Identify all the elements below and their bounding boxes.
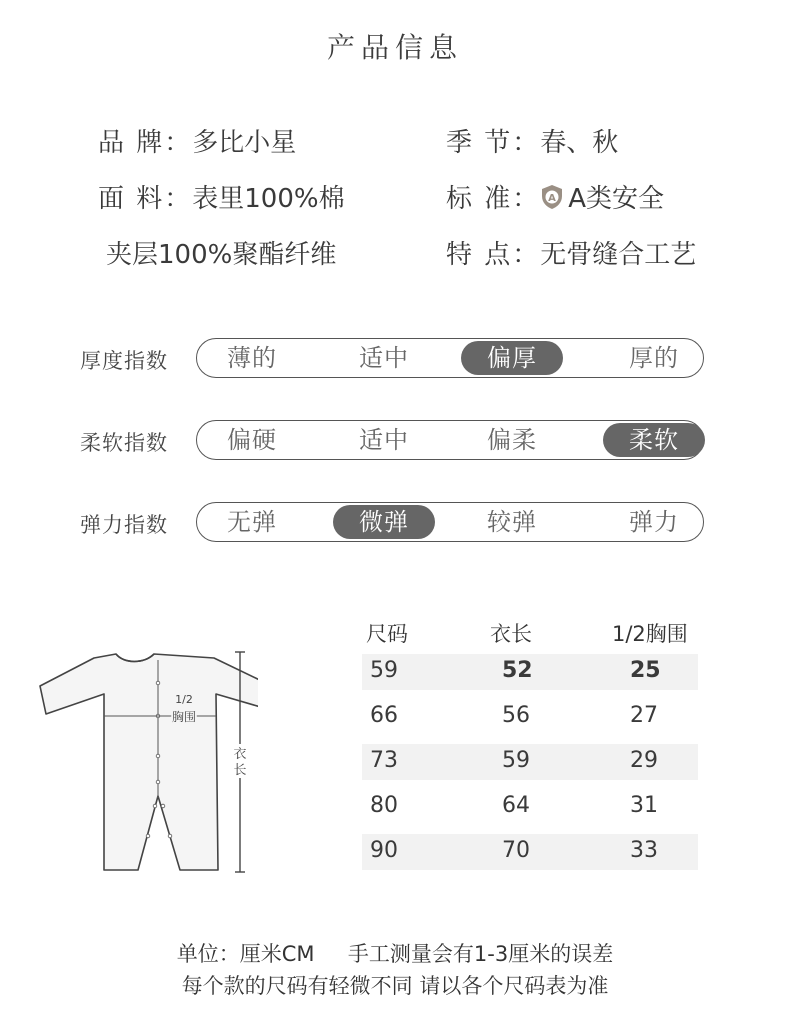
info-lining xyxy=(106,234,336,271)
svg-text:A: A xyxy=(548,193,557,204)
table-row xyxy=(362,834,698,870)
table-header-chest: 1/2胸围 xyxy=(612,622,688,646)
chest-label-1: 1/2 xyxy=(175,693,193,706)
index-option: 偏柔 xyxy=(487,426,537,454)
note-unit: 单位：厘米CM 手工测量会有1-3厘米的误差 xyxy=(176,942,614,966)
index-option: 适中 xyxy=(359,426,409,454)
info-fabric-label: 面 料： xyxy=(98,184,193,214)
shield-icon xyxy=(540,184,564,210)
table-cell: 73 xyxy=(370,748,398,773)
index-scale xyxy=(196,502,704,542)
table-row xyxy=(362,789,698,825)
chest-label-2: 胸围 xyxy=(171,710,197,724)
info-feature-label: 特 点： xyxy=(446,240,541,270)
length-label-2: 长 xyxy=(233,763,247,778)
index-option: 偏硬 xyxy=(227,426,277,454)
table-row xyxy=(362,744,698,780)
table-cell: 25 xyxy=(630,658,661,683)
table-cell: 90 xyxy=(370,838,398,863)
index-row xyxy=(0,502,790,542)
index-option-selected: 偏厚 xyxy=(461,341,563,375)
index-option: 薄的 xyxy=(227,344,277,372)
index-row xyxy=(0,420,790,460)
table-header-size: 尺码 xyxy=(366,622,408,646)
table-header-length: 衣长 xyxy=(490,622,532,646)
index-option: 无弹 xyxy=(227,508,277,536)
index-label: 柔软指数 xyxy=(80,431,168,455)
page-title: 产品信息 xyxy=(326,31,463,64)
table-cell: 66 xyxy=(370,703,398,728)
info-season-label: 季 节： xyxy=(446,128,541,158)
table-cell: 70 xyxy=(502,838,530,863)
table-cell: 31 xyxy=(630,793,658,818)
index-option: 弹力 xyxy=(629,508,679,536)
romper-diagram xyxy=(36,648,258,878)
note-size-diff: 每个款的尺码有轻微不同 请以各个尺码表为准 xyxy=(181,974,609,998)
table-cell: 64 xyxy=(502,793,530,818)
info-standard-label: 标 准： xyxy=(446,184,541,214)
info-brand xyxy=(98,122,296,159)
info-fabric xyxy=(98,178,345,215)
table-cell: 52 xyxy=(502,658,533,683)
table-cell: 33 xyxy=(630,838,658,863)
index-option: 较弹 xyxy=(487,508,537,536)
info-season xyxy=(446,122,618,159)
info-standard-value: A类安全 xyxy=(568,184,665,214)
table-cell: 59 xyxy=(370,658,398,683)
info-feature-value: 无骨缝合工艺 xyxy=(540,240,697,270)
info-brand-value: 多比小星 xyxy=(192,128,297,158)
length-label-1: 衣 xyxy=(233,747,247,762)
table-cell: 56 xyxy=(502,703,530,728)
index-option: 厚的 xyxy=(629,344,679,372)
info-standard xyxy=(446,178,664,215)
table-cell: 29 xyxy=(630,748,658,773)
index-label: 弹力指数 xyxy=(80,513,168,537)
table-cell: 80 xyxy=(370,793,398,818)
index-scale xyxy=(196,420,704,460)
table-cell: 59 xyxy=(502,748,530,773)
index-label: 厚度指数 xyxy=(80,349,168,373)
info-brand-label: 品 牌： xyxy=(98,128,193,158)
table-row xyxy=(362,654,698,690)
info-feature xyxy=(446,234,696,271)
table-row xyxy=(362,699,698,735)
info-season-value: 春、秋 xyxy=(540,128,619,158)
info-lining-value: 夹层100%聚酯纤维 xyxy=(106,240,337,270)
index-row xyxy=(0,338,790,378)
index-option-selected: 柔软 xyxy=(603,423,705,457)
table-cell: 27 xyxy=(630,703,658,728)
index-scale xyxy=(196,338,704,378)
index-option-selected: 微弹 xyxy=(333,505,435,539)
index-option: 适中 xyxy=(359,344,409,372)
info-fabric-value: 表里100%棉 xyxy=(192,184,345,214)
